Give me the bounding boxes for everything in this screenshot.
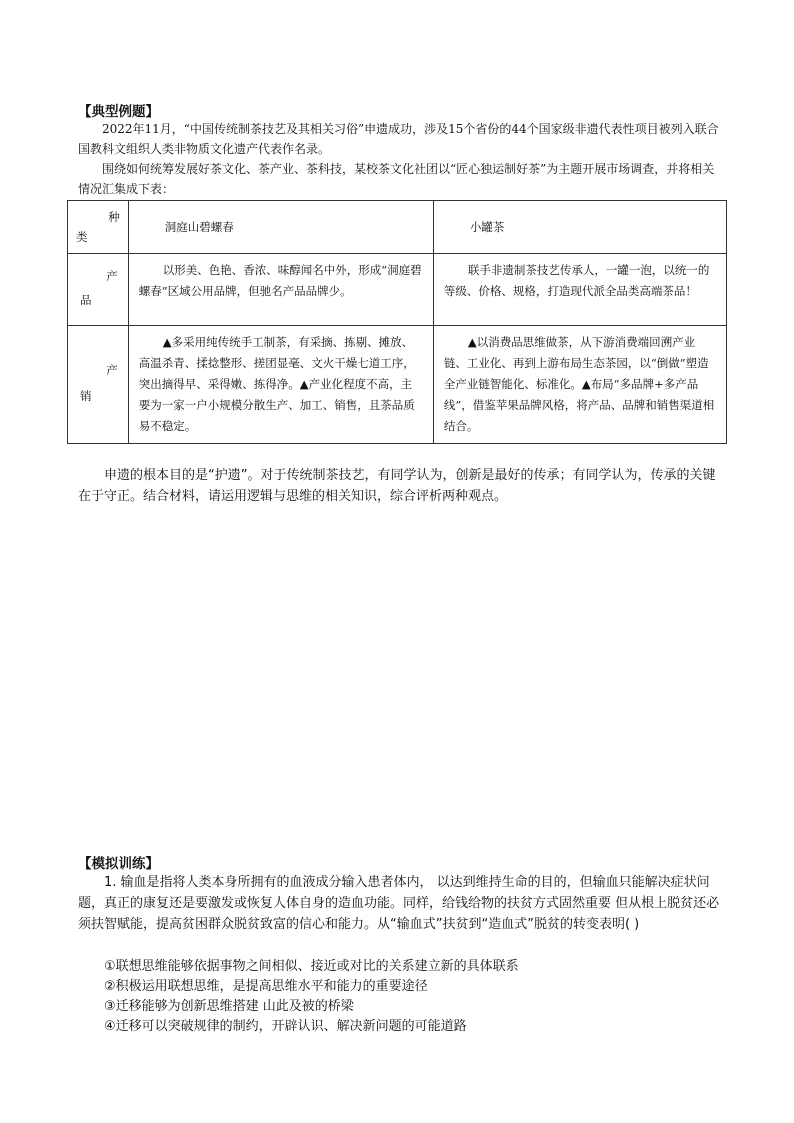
- table-header-row: [68, 201, 727, 254]
- row-sales-col-a: [128, 326, 433, 444]
- row-product-col-b-text: 联手非遗制茶技艺传承人，一罐一泡，以统一的等级、价格、规格，打造现代派全品类高端茶品！: [443, 263, 710, 298]
- option-1: ①联想思维能够依据事物之间相似、接近或对比的关系建立新的具体联系: [104, 959, 519, 974]
- example-paragraph-1: [78, 119, 724, 159]
- row-sales-col-a-text: ▲多采用纯传统手工制茶，有采摘、拣剔、摊放、高温杀青、揉捻整形、搓团显毫、文火干燥七道工序，突出摘得早、采得嫩、拣得净。▲产业化程度不高，主要为一家一户小规模分散生产、加工、销售，且茶品质易不稳定。: [138, 335, 415, 433]
- table-row-sales: [68, 326, 727, 444]
- header-col-b-text: 小罐茶: [469, 220, 505, 234]
- header-col-a-text: 洞庭山碧螺春: [164, 220, 234, 234]
- row-product-label-bottom: 品: [80, 293, 92, 307]
- row-sales-label-bottom: 销: [80, 389, 92, 403]
- corner-label-top: 种: [108, 210, 120, 224]
- row-product-col-a-text: 以形美、色艳、香浓、味醇闻名中外，形成“洞庭碧螺春”区域公用品牌，但驰名产品品牌少。: [138, 263, 422, 298]
- table-row-product: [68, 254, 727, 326]
- example-paragraph-1-text: 2022年11月，“中国传统制茶技艺及其相关习俗”申遗成功，涉及15个省份的44个国家级非遗代表性项目被列入联合国教科文组织人类非物质文化遗产代表作名录。: [78, 122, 719, 156]
- option-2: ②积极运用联想思维，是提高思维水平和能力的重要途径: [104, 979, 428, 994]
- option-3: ③迁移能够为创新思维搭建 山此及被的桥梁: [104, 999, 354, 1014]
- row-sales-col-b-text: ▲以消费品思维做茶，从下游消费端回溯产业链、工业化、再到上游布局生态茶园，以“倒做”塑造全产业链智能化、标准化。▲布局“多品牌+多产品线”，借鉴苹果品牌风格，将产品、品牌和销售渠道相结合。: [443, 335, 715, 433]
- corner-label-bottom: 类: [76, 230, 88, 244]
- training-question-1: 1. 输血是指将人类本身所拥有的血液成分输入患者体内， 以达到维持生命的目的，但输血只能解决症状问题，真正的康复还是要激发或恢复人体自身的造血功能。同样，给钱给物的扶贫方式固然重要 但从根上脱贫还必须扶智赋能，提高贫困群众脱贫致富的信心和能力。从“输血式”扶贫到“造血式”脱贫的转变表明( ): [78, 875, 720, 932]
- row-sales-col-b: [433, 326, 726, 444]
- example-heading: 【典型例题】: [78, 104, 159, 120]
- row-product-label-top: 产: [106, 269, 118, 283]
- row-product-col-a: [128, 254, 433, 326]
- essay-question: 申遗的根本目的是“护遗”。对于传统制茶技艺，有同学认为，创新是最好的传承；有同学认为，传承的关键在于守正。结合材料，请运用逻辑与思维的相关知识，综合评析两种观点。: [78, 468, 716, 504]
- row-sales-label: [68, 326, 129, 444]
- row-product-col-b: [433, 254, 726, 326]
- row-sales-label-top: 产: [106, 363, 118, 377]
- table-corner-cell: [68, 201, 129, 254]
- row-product-label: [68, 254, 129, 326]
- header-col-a: [128, 201, 433, 254]
- training-heading: 【模拟训练】: [78, 856, 159, 872]
- example-paragraph-2: [78, 159, 724, 199]
- survey-table: [67, 200, 727, 444]
- option-4: ④迁移可以突破规律的制约，开辟认识、解决新问题的可能道路: [104, 1019, 467, 1034]
- example-paragraph-2-text: 围绕如何统筹发展好茶文化、茶产业、茶科技，某校茶文化社团以“匠心独运制好茶”为主题开展市场调查，并将相关情况汇集成下表：: [78, 162, 715, 196]
- header-col-b: [433, 201, 726, 254]
